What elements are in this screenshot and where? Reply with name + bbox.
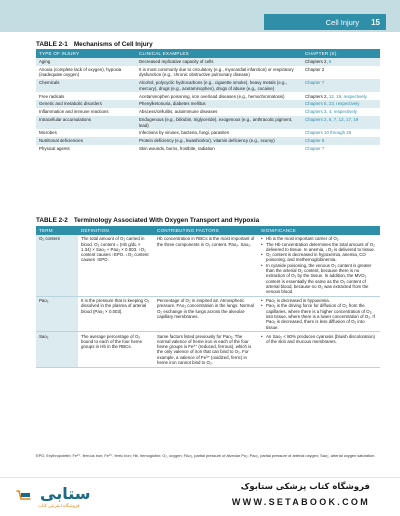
chapter-link[interactable]: Chapters 2, 6, 7, 12, 17, 19 <box>305 117 359 123</box>
clinical-examples-cell: Decreased replicative capacity of cells <box>136 58 302 66</box>
table1-body <box>36 58 380 153</box>
table-footnote: EPO, Erythropoietin; Fe²⁺, ferrous iron; Fe³⁺, ferric iron; Hb, hemoglobin; O₂, oxygen; FAo₂, partial pressure of alveolar Po₂; Pao₂, partial pressure of arterial oxygen; Sao₂, arterial oxygen saturation. <box>36 453 376 458</box>
chapter-link[interactable]: 12, 19, respectively <box>328 93 367 99</box>
significance-item: • An Sao₂ < 80% produces cyanosis (bluish discoloration) of the skin and mucous membranes. <box>261 334 377 345</box>
factors-cell: Percentage of O₂ in inspired air. Atmospheric pressure. FAo₂ concentration in the lungs. Normal O₂ exchange in the lungs across the alveolar-capillary membranes. <box>154 296 258 331</box>
table1-row <box>36 66 380 79</box>
chapter-link[interactable]: Chapters 6, 23, respectively <box>305 101 360 107</box>
table2-col-header: TERM <box>36 226 78 235</box>
chapter-cell <box>302 129 380 137</box>
clinical-examples-cell: Endogenous (e.g., bilirubin, triglyceride), exogenous (e.g., anthracotic pigment, lead) <box>136 116 302 129</box>
injury-type-cell: Intracellular accumulations <box>36 116 136 129</box>
significance-cell <box>258 332 380 367</box>
significance-item: • O₂ content is decreased in hypoxemia, anemia, CO poisoning, and methemoglobinemia. <box>261 252 377 263</box>
term-cell: Pao₂ <box>36 296 78 331</box>
chapter-cell <box>302 100 380 108</box>
logo-subtitle: فروشگاه اینترنتی کتاب <box>38 503 80 508</box>
table1-col-header: TYPE OF INJURY <box>36 49 136 58</box>
significance-cell <box>258 235 380 296</box>
table1-header-row <box>36 49 380 58</box>
setabi-logo <box>14 484 106 510</box>
chapter-cell <box>302 145 380 153</box>
chapter-link[interactable]: Chapter 8 <box>305 138 325 144</box>
chapter-cell <box>302 79 380 92</box>
clinical-examples-cell: Infections by viruses, bacteria, fungi, parasites <box>136 129 302 137</box>
chapter-link[interactable]: Chapter 7 <box>305 146 325 152</box>
table1-col-header: CLINICAL EXAMPLES <box>136 49 302 58</box>
brand-url: WWW.SETABOOK.COM <box>231 497 370 507</box>
table1-title: TABLE 2-1 Mechanisms of Cell Injury <box>36 41 153 48</box>
table2-row <box>36 332 380 367</box>
injury-type-cell: Aging <box>36 58 136 66</box>
term-cell: Sao₂ <box>36 332 78 367</box>
clinical-examples-cell: Phenylketonuria, diabetes mellitus <box>136 100 302 108</box>
table1-row <box>36 116 380 129</box>
definition-cell: The total amount of O₂ carried in blood. O₂ content = (Hb g/dL × 1.34) × Sao₂ + Pao₂ × 0.003. ↑O₂ content causes ↑EPO. ↓O₂ content causes ↑EPO. <box>78 235 154 296</box>
significance-list <box>261 334 377 345</box>
table1-row <box>36 79 380 92</box>
injury-type-cell: Microbes <box>36 129 136 137</box>
clinical-examples-cell: Protein deficiency (e.g., kwashiorkor), vitamin deficiency (e.g., scurvy) <box>136 137 302 145</box>
table1-col-header: CHAPTER (S) <box>302 49 380 58</box>
chapter-link[interactable]: Chapters 3, 4, respectively <box>305 109 357 115</box>
table1-row <box>36 129 380 137</box>
term-cell: O₂ content <box>36 235 78 296</box>
chapter-cell <box>302 92 380 100</box>
chapter-text: Chapters 2, <box>305 59 329 65</box>
definition-cell: The average percentage of O₂ bound to each of the four heme groups in Hb in the RBCs. <box>78 332 154 367</box>
brand-name-fa: فروشگاه کتاب پزشکی ستابوک <box>240 482 370 492</box>
significance-list <box>261 298 377 330</box>
chapter-text: Chapters 2, <box>305 93 329 99</box>
table1 <box>36 49 380 153</box>
injury-type-cell: Chemicals <box>36 79 136 92</box>
chapter-cell <box>302 66 380 79</box>
injury-type-cell: Nutritional deficiencies <box>36 137 136 145</box>
significance-cell <box>258 296 380 331</box>
injury-type-cell: Anoxia (complete lack of oxygen), hypoxia (inadequate oxygen) <box>36 66 136 79</box>
chapter-text: Chapter 2 <box>305 67 325 73</box>
table1-row <box>36 145 380 153</box>
definition-cell: It is the pressure that is keeping O₂ dissolved in the plasma of arterial blood (Pao₂ × 0.003). <box>78 296 154 331</box>
clinical-examples-cell: Skin wounds, burns, frostbite, radiation <box>136 145 302 153</box>
chapter-cell <box>302 137 380 145</box>
chapter-cell <box>302 116 380 129</box>
table2-header-row <box>36 226 380 235</box>
significance-item: • Pao₂ is decreased in hypoxemia. <box>261 298 377 303</box>
table2-body <box>36 235 380 367</box>
clinical-examples-cell: Acetaminophen poisoning, iron overload diseases (e.g., hemochromatosis) <box>136 92 302 100</box>
significance-item: • In cyanide poisoning, the venous O₂ content is greater than the arterial O₂ content, because there is no extraction of O₂ by the tissue. In addition, the MVO₂ content is essentially the same as the O₂ content of arterial blood, because no O₂ was extracted from the venous blood. <box>261 263 377 295</box>
significance-list <box>261 236 377 294</box>
page-number: 15 <box>371 17 380 27</box>
significance-item: • Hb is the most important carrier of O₂. <box>261 236 377 241</box>
section-title: Cell Injury <box>325 17 360 27</box>
table2-row <box>36 235 380 296</box>
injury-type-cell: Free radicals <box>36 92 136 100</box>
table2-title: TABLE 2-2 Terminology Associated With Oxygen Transport and Hypoxia <box>36 217 260 224</box>
factors-cell: Hb concentration in RBCs is the most important of the three components in O₂ content. Pao₂. Sao₂. <box>154 235 258 296</box>
injury-type-cell: Physical agents <box>36 145 136 153</box>
injury-type-cell: Inflammation and immune reactions <box>36 108 136 116</box>
table2-col-header: DEFINITION <box>78 226 154 235</box>
table2-col-header: CONTRIBUTING FACTORS <box>154 226 258 235</box>
chapter-cell <box>302 108 380 116</box>
logo-word: ستابی <box>40 484 91 503</box>
table2-col-header: SIGNIFICANCE <box>258 226 380 235</box>
table1-row <box>36 108 380 116</box>
clinical-examples-cell: Alcohol, polycyclic hydrocarbons (e.g., cigarette smoke), heavy metals (e.g., mercury), drugs (e.g., acetaminophen), drugs of abuse (e.g., cocaine) <box>136 79 302 92</box>
table2-row <box>36 296 380 331</box>
table1-row <box>36 137 380 145</box>
significance-item: • The Hb concentration determines the total amount of O₂ delivered to tissue. In anemia, ↓O₂ is delivered to tissue. <box>261 242 377 253</box>
table1-row <box>36 58 380 66</box>
significance-item: • Pao₂ is the driving force for diffusion of O₂ from the capillaries, where there is a higher concentration of O₂, into tissue, where there is a lower concentration of O₂. If Pao₂ is decreased, there is less diffusion of O₂ into tissue. <box>261 303 377 329</box>
chapter-link[interactable]: 6 <box>328 59 332 65</box>
table1-row <box>36 100 380 108</box>
running-header <box>264 14 386 30</box>
chapter-link[interactable]: Chapter 7 <box>305 80 325 86</box>
table2 <box>36 226 380 368</box>
chapter-link[interactable]: Chapters 10 through 26 <box>305 130 352 136</box>
clinical-examples-cell: It is most commonly due to circulatory (e.g., myocardial infarction) or respiratory dysfunction (e.g., chronic obstructive pulmonary disease) <box>136 66 302 79</box>
clinical-examples-cell: Abscess/cellulitis, autoimmune diseases <box>136 108 302 116</box>
chapter-cell <box>302 58 380 66</box>
table1-row <box>36 92 380 100</box>
injury-type-cell: Genetic and metabolic disorders <box>36 100 136 108</box>
cart-icon <box>16 489 32 502</box>
factors-cell: Same factors listed previously for Pao₂. The normal valence of heme iron in each of the four heme groups is Fe²⁺ (reduced, ferrous), which is the only valence of iron that can bind to O₂. For example, a valence of Fe³⁺ (oxidized, ferric) in heme iron cannot bind to O₂. <box>154 332 258 367</box>
